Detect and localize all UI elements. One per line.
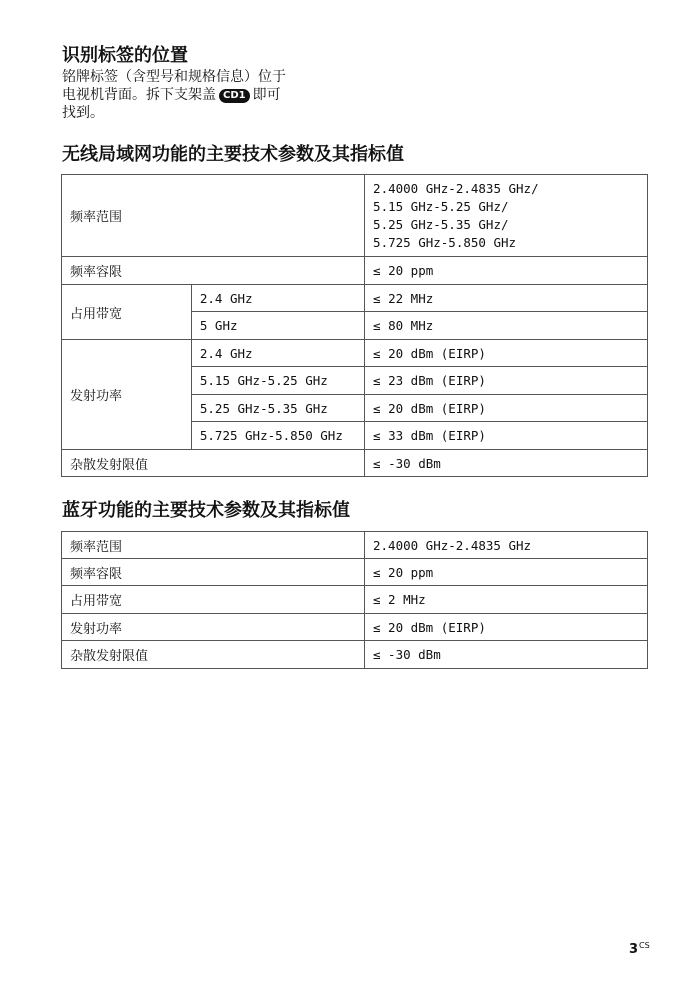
table-cell-label: 杂散发射限值	[62, 641, 365, 669]
table-cell-label: 频率范围	[62, 532, 365, 559]
table-cell-value: ≤ 33 dBm (EIRP)	[365, 422, 648, 450]
table-cell-label: 频率容限	[62, 257, 365, 285]
table-row	[62, 450, 648, 477]
table-cell-band: 5.25 GHz-5.35 GHz	[191, 395, 364, 422]
location-line-2-post: 即可	[252, 87, 281, 103]
table-cell-label: 占用带宽	[62, 586, 365, 614]
wifi-spec-table	[61, 174, 648, 477]
location-paragraph	[62, 68, 352, 122]
table-cell-label: 杂散发射限值	[62, 450, 365, 477]
bluetooth-section-title: 蓝牙功能的主要技术参数及其指标值	[62, 500, 350, 521]
table-cell-label: 频率容限	[62, 559, 365, 586]
freq-range-line: 5.25 GHz-5.35 GHz/	[373, 216, 509, 232]
location-line-3: 找到。	[62, 105, 104, 121]
table-cell-value: 2.4000 GHz-2.4835 GHz	[365, 532, 648, 559]
table-row	[62, 340, 648, 367]
table-row	[62, 559, 648, 586]
table-cell-label: 频率范围	[62, 175, 365, 257]
table-cell-value: ≤ 20 dBm (EIRP)	[365, 395, 648, 422]
cd1-badge: CD1	[219, 89, 250, 103]
location-line-2-pre: 电视机背面。拆下支架盖	[62, 87, 216, 103]
table-row	[62, 532, 648, 559]
freq-range-line: 5.725 GHz-5.850 GHz	[373, 234, 517, 250]
page-number-suffix: CS	[639, 941, 650, 950]
table-cell-band: 5 GHz	[191, 312, 364, 340]
table-cell-value: ≤ 22 MHz	[365, 285, 648, 312]
table-cell-value: ≤ 80 MHz	[365, 312, 648, 340]
table-cell-value: ≤ 2 MHz	[365, 586, 648, 614]
bluetooth-spec-table	[61, 531, 648, 669]
table-row	[62, 586, 648, 614]
table-row	[62, 257, 648, 285]
location-line-1: 铭牌标签（含型号和规格信息）位于	[62, 69, 286, 85]
table-cell-value: ≤ 23 dBm (EIRP)	[365, 367, 648, 395]
location-title: 识别标签的位置	[62, 45, 188, 66]
table-cell-band: 2.4 GHz	[191, 340, 364, 367]
table-cell-value	[365, 175, 648, 257]
freq-range-line: 2.4000 GHz-2.4835 GHz/	[373, 180, 539, 196]
table-cell-value: ≤ 20 dBm (EIRP)	[365, 340, 648, 367]
table-cell-value: ≤ 20 ppm	[365, 257, 648, 285]
wifi-section-title: 无线局域网功能的主要技术参数及其指标值	[62, 144, 404, 165]
table-cell-band: 2.4 GHz	[191, 285, 364, 312]
freq-range-line: 5.15 GHz-5.25 GHz/	[373, 198, 509, 214]
table-row	[62, 614, 648, 641]
table-cell-value: ≤ -30 dBm	[365, 450, 648, 477]
table-row	[62, 175, 648, 257]
table-row	[62, 285, 648, 312]
table-cell-value: ≤ 20 dBm (EIRP)	[365, 614, 648, 641]
table-cell-band: 5.15 GHz-5.25 GHz	[191, 367, 364, 395]
page-number	[629, 941, 650, 957]
table-cell-label: 发射功率	[62, 340, 192, 450]
table-cell-value: ≤ 20 ppm	[365, 559, 648, 586]
page-number-value: 3	[629, 942, 639, 957]
table-cell-value: ≤ -30 dBm	[365, 641, 648, 669]
location-line-2	[62, 86, 352, 104]
table-cell-band: 5.725 GHz-5.850 GHz	[191, 422, 364, 450]
table-cell-label: 发射功率	[62, 614, 365, 641]
table-row	[62, 641, 648, 669]
table-cell-label: 占用带宽	[62, 285, 192, 340]
